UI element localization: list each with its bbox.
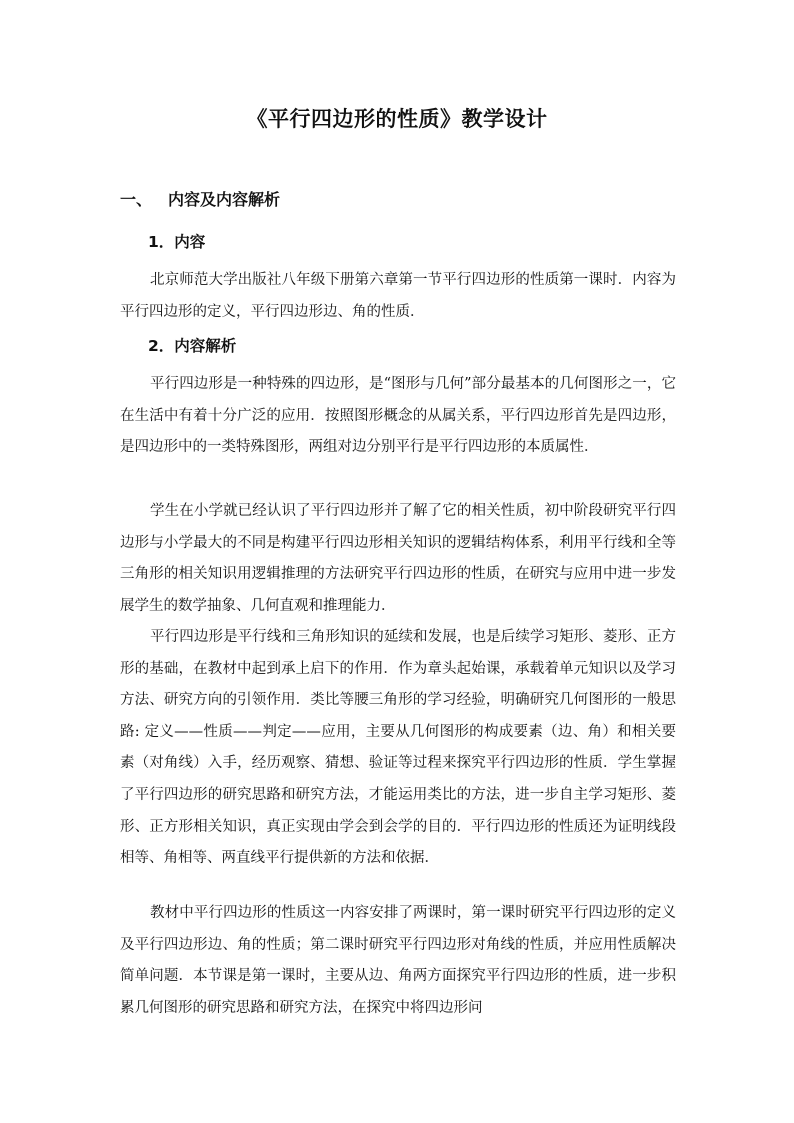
subsection-heading-content: 1．内容 (148, 233, 206, 251)
section-heading-1 (120, 188, 280, 212)
paragraph-analysis-4: 教材中平行四边形的性质这一内容安排了两课时，第一课时研究平行四边形的定义及平行四边形边、角的性质；第二课时研究平行四边形对角线的性质，并应用性质解决简单问题．本节课是第一课时，主要从边、角两方面探究平行四边形的性质，进一步积累几何图形的研究思路和研究方法，在探究中将四边形问 (120, 905, 676, 1016)
page-title: 《平行四边形的性质》教学设计 (246, 107, 548, 131)
paragraph-analysis-3: 平行四边形是平行线和三角形知识的延续和发展，也是后续学习矩形、菱形、正方形的基础，在教材中起到承上启下的作用．作为章头起始课，承载着单元知识以及学习方法、研究方向的引领作用．类比等腰三角形的学习经验，明确研究几何图形的一般思路: 定义——性质——判定——应用，主要从几何图形的构成要素（边、角）和相关要素（对角线）入手，经历观察、猜想、验证等过程来探究平行四边形的性质．学生掌握了平行四边形的研究思路和研究方法，才能运用类比的方法，进一步自主学习矩形、菱形、正方形相关知识，真正实现由学会到会学的目的．平行四边形的性质还为证明线段相等、角相等、两直线平行提供新的方法和依据． (120, 629, 676, 867)
paragraph-analysis-2: 学生在小学就已经认识了平行四边形并了解了它的相关性质，初中阶段研究平行四边形与小学最大的不同是构建平行四边形相关知识的逻辑结构体系，利用平行线和全等三角形的相关知识用逻辑推理的方法研究平行四边形的性质，在研究与应用中进一步发展学生的数学抽象、几何直观和推理能力． (120, 503, 676, 614)
subsection-heading-analysis: 2．内容解析 (148, 337, 237, 355)
paragraph-analysis-1: 平行四边形是一种特殊的四边形，是“图形与几何”部分最基本的几何图形之一，它在生活中有着十分广泛的应用．按照图形概念的从属关系，平行四边形首先是四边形，是四边形中的一类特殊图形，两组对边分别平行是平行四边形的本质属性． (120, 376, 676, 456)
section-number: 一、 (120, 190, 153, 209)
paragraph-content: 北京师范大学出版社八年级下册第六章第一节平行四边形的性质第一课时．内容为平行四边形的定义，平行四边形边、角的性质． (120, 272, 676, 320)
section-heading-text: 内容及内容解析 (168, 190, 281, 209)
